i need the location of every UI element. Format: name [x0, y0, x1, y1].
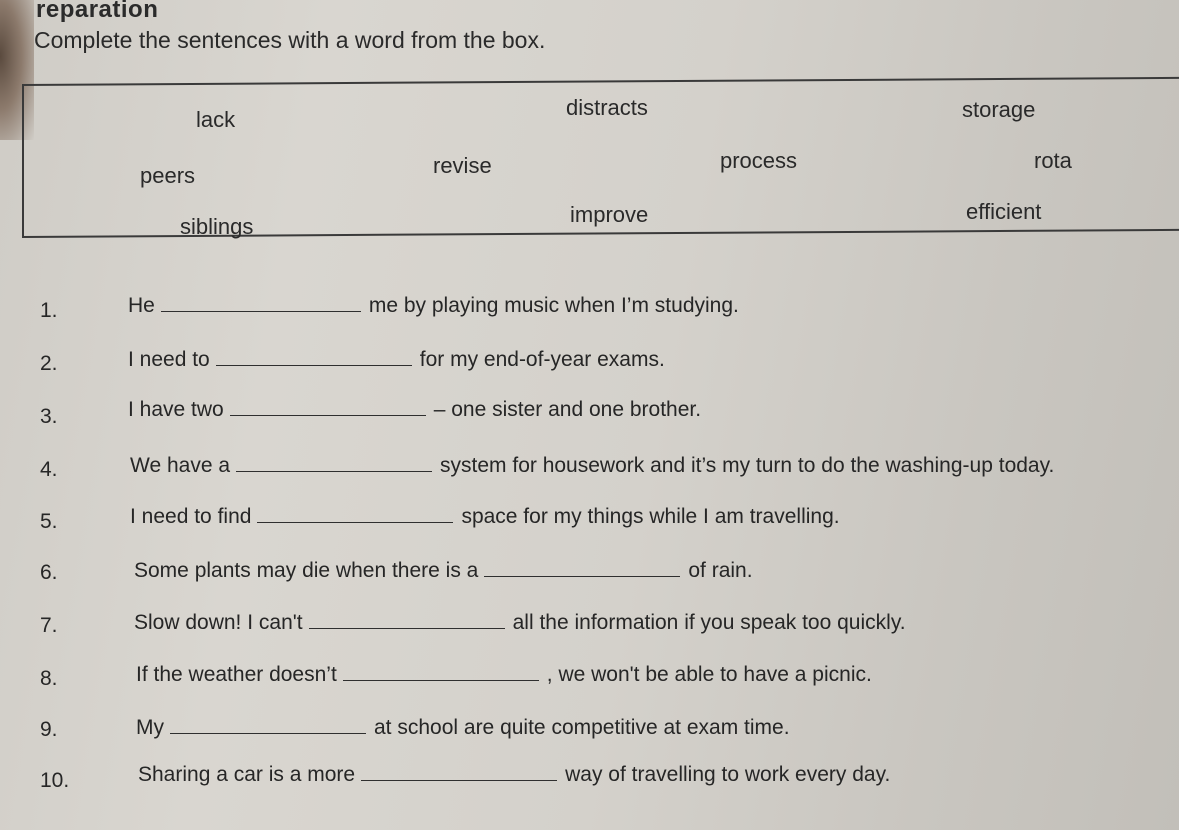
answer-blank[interactable] [257, 521, 453, 523]
question-number: 3. [40, 405, 58, 428]
answer-blank[interactable] [230, 414, 426, 416]
question-number: 9. [40, 718, 58, 741]
text-after-blank: me by playing music when I’m studying. [368, 294, 739, 317]
text-after-blank: , we won't be able to have a picnic. [546, 663, 872, 686]
text-before-blank: I need to [128, 348, 210, 371]
section-heading: reparation [36, 0, 159, 23]
question-4 [40, 454, 1179, 488]
question-number: 7. [40, 614, 58, 637]
instruction-text: Complete the sentences with a word from the box. [34, 27, 546, 53]
text-after-blank: system for housework and it’s my turn to do the washing-up today. [440, 454, 1055, 477]
question-number: 8. [40, 667, 58, 690]
question-number: 6. [40, 561, 58, 584]
question-number: 10. [40, 769, 70, 792]
word-process: process [720, 148, 798, 173]
answer-blank[interactable] [361, 779, 557, 781]
text-before-blank: We have a [130, 454, 231, 477]
word-peers: peers [140, 163, 196, 188]
text-before-blank: Sharing a car is a more [138, 763, 356, 786]
question-9 [40, 718, 1140, 748]
answer-blank[interactable] [236, 470, 432, 472]
question-text [128, 398, 701, 422]
question-text [138, 763, 890, 787]
word-revise: revise [433, 153, 492, 178]
text-after-blank: space for my things while I am travelling. [461, 505, 840, 528]
text-before-blank: Some plants may die when there is a [134, 559, 479, 582]
question-text [136, 716, 790, 740]
word-siblings: siblings [180, 214, 254, 239]
question-number: 2. [40, 352, 58, 375]
text-before-blank: He [128, 294, 155, 317]
text-before-blank: I have two [128, 398, 224, 421]
question-text [134, 559, 753, 583]
question-3 [40, 398, 1140, 435]
question-text [130, 454, 1054, 478]
question-text [134, 611, 906, 635]
word-distracts: distracts [566, 95, 648, 120]
text-before-blank: If the weather doesn’t [136, 663, 337, 686]
text-before-blank: Slow down! I can't [134, 611, 303, 634]
question-number: 4. [40, 458, 58, 481]
text-after-blank: all the information if you speak too quickly. [512, 611, 906, 634]
question-text [136, 663, 872, 687]
text-before-blank: I need to find [130, 505, 252, 528]
answer-blank[interactable] [309, 627, 505, 629]
word-efficient: efficient [966, 199, 1042, 224]
question-text [128, 348, 665, 372]
question-8 [40, 663, 1140, 697]
text-after-blank: for my end-of-year exams. [419, 348, 665, 371]
question-1 [40, 294, 1140, 329]
question-number: 1. [40, 299, 58, 322]
question-6 [40, 561, 1140, 591]
word-rota: rota [1034, 148, 1072, 173]
question-7 [40, 611, 1140, 644]
answer-blank[interactable] [161, 310, 361, 312]
question-number: 5. [40, 510, 58, 533]
text-after-blank: – one sister and one brother. [433, 398, 702, 421]
text-before-blank: My [136, 716, 164, 739]
word-improve: improve [570, 202, 649, 227]
answer-blank[interactable] [170, 732, 366, 734]
answer-blank[interactable] [343, 679, 539, 681]
word-storage: storage [962, 97, 1036, 122]
question-text [130, 505, 840, 529]
word-lack: lack [196, 107, 236, 132]
text-after-blank: at school are quite competitive at exam time. [374, 716, 790, 739]
question-text [128, 294, 739, 318]
text-after-blank: way of travelling to work every day. [565, 763, 891, 786]
answer-blank[interactable] [216, 364, 412, 366]
answer-blank[interactable] [484, 575, 680, 577]
text-after-blank: of rain. [688, 559, 753, 582]
question-5 [40, 505, 1140, 540]
question-10 [40, 763, 1140, 799]
question-2 [40, 348, 1140, 382]
